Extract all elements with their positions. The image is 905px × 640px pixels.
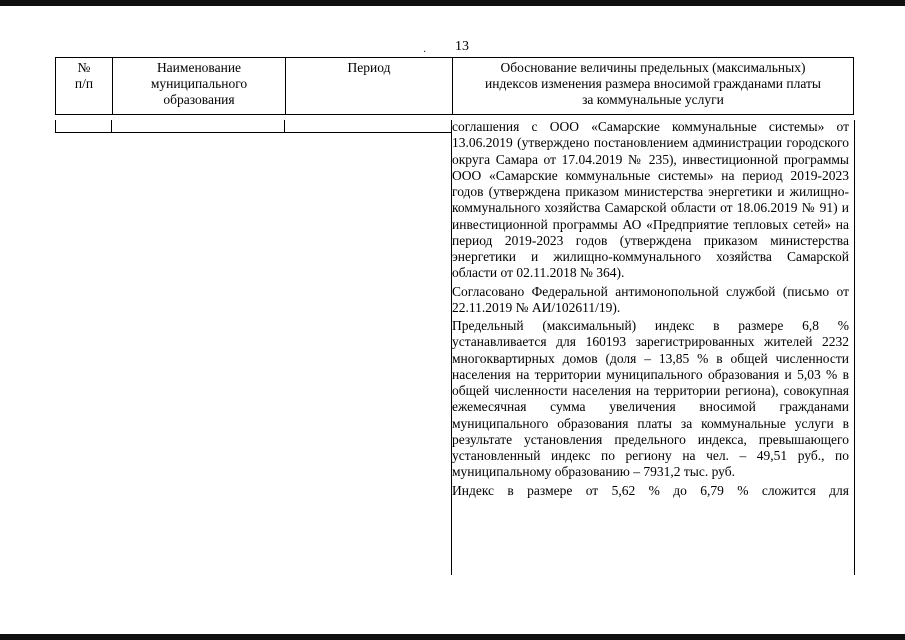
header-cell-period: Период [286,58,453,115]
bottom-border-bar [0,634,905,640]
paragraph-agreements: соглашения с ООО «Самарские коммунальные системы» от 13.06.2019 (утверждено постановлением администрации городского округа Самара от 17.04.2019 № 235), инвестиционной программы ООО «Самарские коммунальные системы» на период 2019-2023 годов (утверждена приказом министерства энергетики и жилищно-коммунального хозяйства Самарской области от 18.06.2019 № 91) и инвестиционной программы АО «Предприятие тепловых сетей» на период 2019-2023 годов (утверждена приказом министерства энергетики и жилищно-коммунального хозяйства Самарской области от 02.11.2018 № 364). [452,119,849,281]
justification-text [452,119,849,499]
paragraph-max-index: Предельный (максимальный) индекс в размере 6,8 % устанавливается для 160193 зарегистрированных жителей 2232 многоквартирных домов (доля – 13,85 % в общей численности населения на территории муниципального образования и 5,03 % в общей численности населения на территории региона), совокупная ежемесячная сумма увеличения вносимой гражданами муниципального образования платы за коммунальные услуги в результате установления предельного индекса, превышающего установленный индекс по региону на чел. – 49,51 руб., по муниципальному образованию – 7931,2 тыс. руб. [452,318,849,480]
header-cell-municipality: Наименование муниципального образования [113,58,286,115]
top-border-bar [0,0,905,6]
header-cell-number: № п/п [56,58,113,115]
scan-mark: · [423,47,427,58]
paragraph-fas-approval: Согласовано Федеральной антимонопольной службой (письмо от 22.11.2019 № АИ/102611/19). [452,283,849,315]
table-row-rule [55,132,452,133]
page-number: 13 [455,39,469,54]
header-table [55,57,854,115]
header-cell-justification: Обоснование величины предельных (максимальных) индексов изменения размера вносимой гражданами платы за коммунальные услуги [453,58,854,115]
paragraph-index-range: Индекс в размере от 5,62 % до 6,79 % сложится для [452,482,849,498]
header-row [56,58,854,115]
